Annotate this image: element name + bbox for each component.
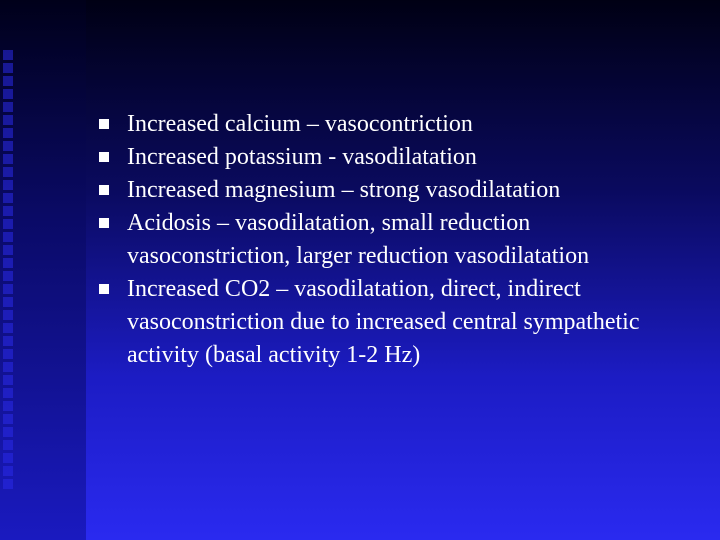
decorative-square [3,336,13,346]
decorative-square [3,388,13,398]
decorative-square [3,375,13,385]
bullet-list [96,108,696,372]
decorative-square [3,479,13,489]
decorative-square [3,193,13,203]
decorative-square [3,440,13,450]
decorative-square [3,362,13,372]
decorative-square [3,115,13,125]
decorative-square [3,427,13,437]
left-decorative-band [0,0,86,540]
decorative-square [3,219,13,229]
bullet-item [96,207,696,273]
bullet-text: Increased CO2 – vasodilatation, direct, indirect vasoconstriction due to increased central sympathetic activity (basal activity 1-2 Hz) [127,276,640,368]
decorative-square [3,232,13,242]
square-bullet-icon [99,152,109,162]
decorative-square [3,89,13,99]
bullet-text: Increased potassium - vasodilatation [127,144,477,170]
slide-content [96,108,696,372]
decorative-square [3,414,13,424]
square-bullet-icon [99,119,109,129]
bullet-text: Increased magnesium – strong vasodilatation [127,177,561,203]
decorative-square-strip [3,50,19,490]
decorative-square [3,206,13,216]
decorative-square [3,349,13,359]
decorative-square [3,323,13,333]
bullet-item [96,174,696,207]
decorative-square [3,63,13,73]
decorative-square [3,141,13,151]
decorative-square [3,245,13,255]
decorative-square [3,401,13,411]
decorative-square [3,180,13,190]
bullet-item [96,273,696,372]
square-bullet-icon [99,218,109,228]
decorative-square [3,102,13,112]
decorative-square [3,128,13,138]
decorative-square [3,167,13,177]
decorative-square [3,76,13,86]
decorative-square [3,466,13,476]
square-bullet-icon [99,185,109,195]
bullet-text: Increased calcium – vasocontriction [127,111,473,137]
decorative-square [3,271,13,281]
bullet-item [96,108,696,141]
decorative-square [3,284,13,294]
decorative-square [3,154,13,164]
decorative-square [3,50,13,60]
bullet-item [96,141,696,174]
square-bullet-icon [99,284,109,294]
decorative-square [3,453,13,463]
decorative-square [3,310,13,320]
decorative-square [3,297,13,307]
decorative-square [3,258,13,268]
bullet-text: Acidosis – vasodilatation, small reduction vasoconstriction, larger reduction vasodilatation [127,210,590,269]
